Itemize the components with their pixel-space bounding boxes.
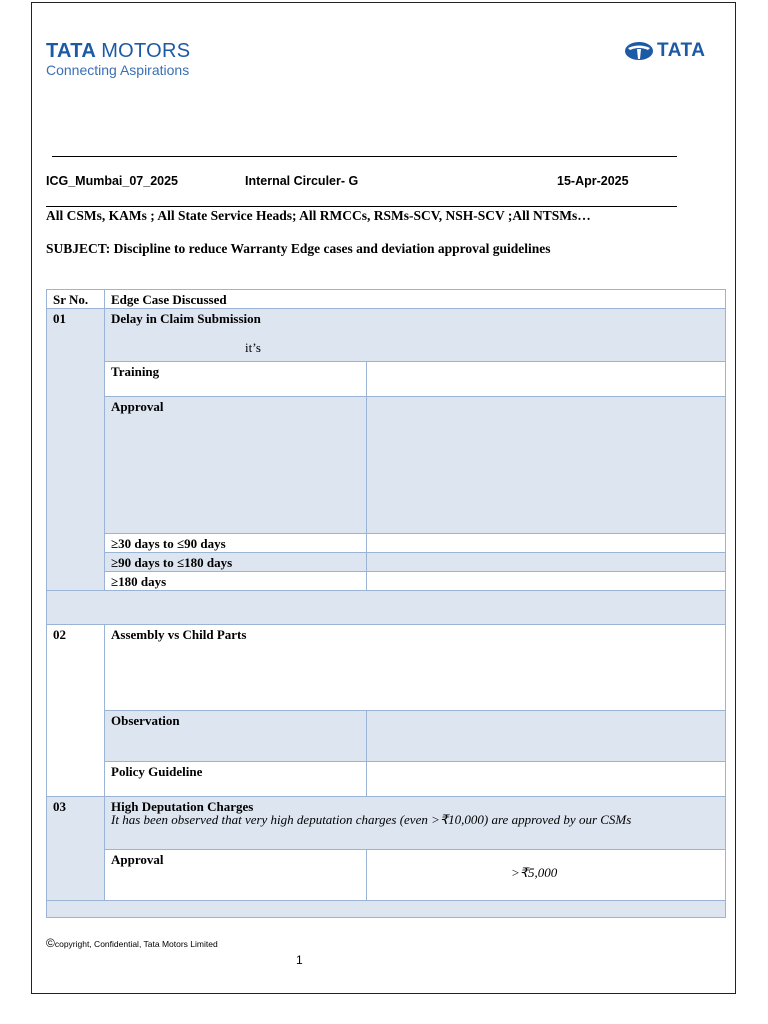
row3-description: It has been observed that very high deputation charges (even >₹10,000) are approved by our CSMs: [111, 812, 632, 827]
logo-right-text: TATA: [657, 40, 706, 61]
header-bottom-rule: [46, 206, 677, 207]
row1-title: Delay in Claim Submission: [104, 308, 726, 362]
row1-note: it’s: [245, 340, 261, 355]
row1-approval-value: [366, 396, 726, 534]
subject: SUBJECT: Discipline to reduce Warranty Edge cases and deviation approval guidelines: [46, 241, 551, 256]
row1-band1-label: ≥30 days to ≤90 days: [104, 533, 367, 553]
row2-policy-label: Policy Guideline: [104, 761, 367, 797]
copyright-symbol: ©: [46, 936, 55, 950]
row1-approval-label: Approval: [104, 396, 367, 534]
row1-sr: 01: [46, 308, 105, 591]
row1-band3-label: ≥180 days: [104, 571, 367, 591]
logo-brand-rest: MOTORS: [101, 40, 191, 62]
header-top-rule: [52, 156, 677, 157]
logo-brand-bold: TATA: [46, 40, 96, 62]
row2-observation-label: Observation: [104, 710, 367, 762]
tata-emblem-icon: [624, 41, 654, 61]
tata-motors-logo: [46, 40, 190, 79]
col-header-case: Edge Case Discussed: [104, 289, 726, 309]
row1-band3-value: [366, 571, 726, 591]
row1-training-label: Training: [104, 361, 367, 397]
table-bottom-spacer: [46, 900, 726, 918]
row3-title: High Deputation Charges: [104, 796, 726, 850]
circular-ref: ICG_Mumbai_07_2025: [46, 174, 179, 188]
tata-logo: [624, 40, 705, 62]
page-number: 1: [296, 953, 303, 967]
col-header-sr: Sr No.: [46, 289, 105, 309]
logo-tagline: Connecting Aspirations: [46, 62, 190, 78]
row3-approval-label: Approval: [104, 849, 367, 901]
circular-type: Internal Circuler- G: [245, 174, 359, 188]
recipients: All CSMs, KAMs ; All State Service Heads; All RMCCs, RSMs-SCV, NSH-SCV ;All NTSMs…: [46, 208, 591, 223]
row3-threshold: >₹5,000: [511, 865, 558, 880]
row2-title: Assembly vs Child Parts: [104, 624, 726, 711]
row2-sr: 02: [46, 624, 105, 797]
circular-date: 15-Apr-2025: [557, 174, 629, 188]
row3-sr: 03: [46, 796, 105, 901]
row1-band2-label: ≥90 days to ≤180 days: [104, 552, 367, 572]
footer-copyright: [46, 936, 218, 950]
row1-training-value: [366, 361, 726, 397]
row2-observation-value: [366, 710, 726, 762]
row1-band2-value: [366, 552, 726, 572]
row2-policy-value: [366, 761, 726, 797]
row1-spacer: [46, 590, 726, 625]
row1-band1-value: [366, 533, 726, 553]
copyright-text: copyright, Confidential, Tata Motors Limited: [54, 939, 218, 949]
